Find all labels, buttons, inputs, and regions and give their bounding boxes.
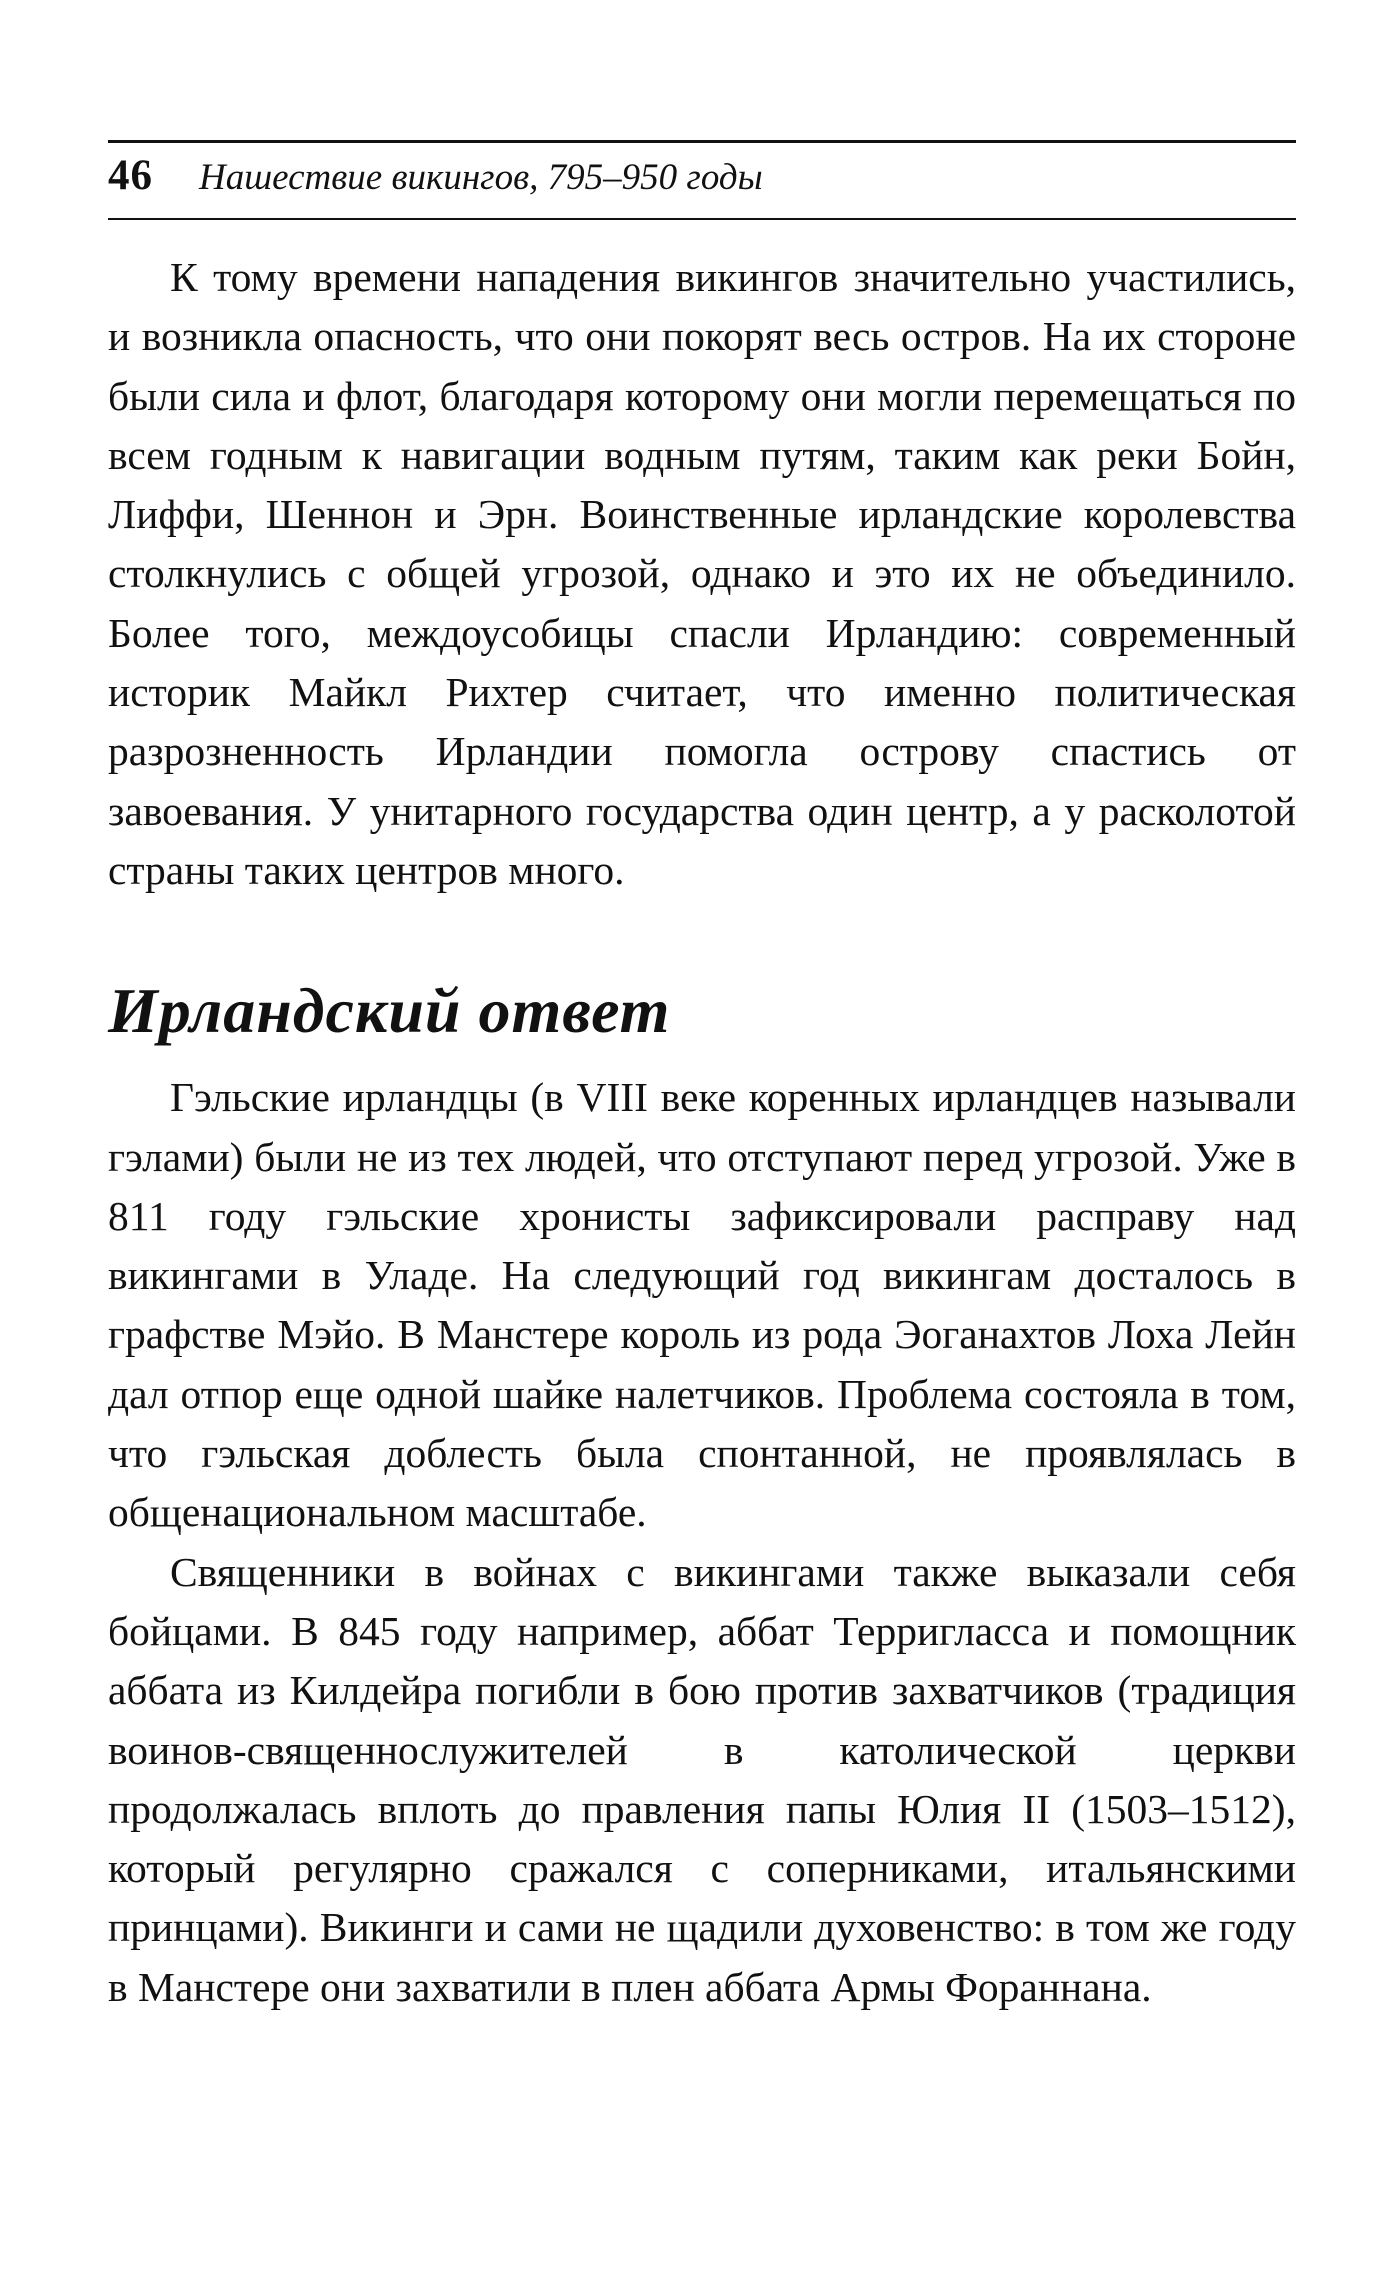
paragraph: К тому времени нападения викингов значительно участились, и возникла опасность, что они покорят весь остров. На их стороне были сила и флот, благодаря которому они могли перемещаться по всем годным к навигации водным путям, таким как реки Бойн, Лиффи, Шеннон и Эрн. Воинственные ирландские королевства столкнулись с общей угрозой, однако и это их не объединило. Более того, междоусобицы спасли Ирландию: современный историк Майкл Рихтер считает, что именно политическая разрозненность Ирландии помогла острову спастись от завоевания. У унитарного государства один центр, а у расколотой страны таких центров много.: [108, 254, 1296, 893]
paragraph: Священники в войнах с викингами также выказали себя бойцами. В 845 году например, аббат Терригласса и помощник аббата из Килдейра погибли в бою против захватчиков (традиция воинов-священнослужителей в католической церкви продолжалась вплоть до правления папы Юлия II (1503–1512), который регулярно сражался с соперниками, итальянскими принцами). Викинги и сами не щадили духовенство: в том же году в Манстере они захватили в плен аббата Армы Фораннана.: [108, 1548, 1296, 2010]
running-head: [108, 143, 1296, 218]
running-title: Нашествие викингов, 795–950 годы: [199, 157, 763, 198]
body-text: [108, 248, 1296, 2017]
page-number: 46: [108, 152, 153, 199]
book-page: [108, 140, 1296, 2017]
header-bottom-rule: [108, 218, 1296, 220]
paragraph: Гэльские ирландцы (в VIII веке коренных ирландцев называли гэлами) были не из тех людей, что отступают перед угрозой. Уже в 811 году гэльские хронисты зафиксировали расправу над викингами в Уладе. На следующий год викингам досталось в графстве Мэйо. В Манстере король из рода Эоганахтов Лоха Лейн дал отпор еще одной шайке налетчиков. Проблема состояла в том, что гэльская доблесть была спонтанной, не проявлялась в общенациональном масштабе.: [108, 1074, 1296, 1536]
section-heading: Ирландский ответ: [108, 975, 671, 1047]
